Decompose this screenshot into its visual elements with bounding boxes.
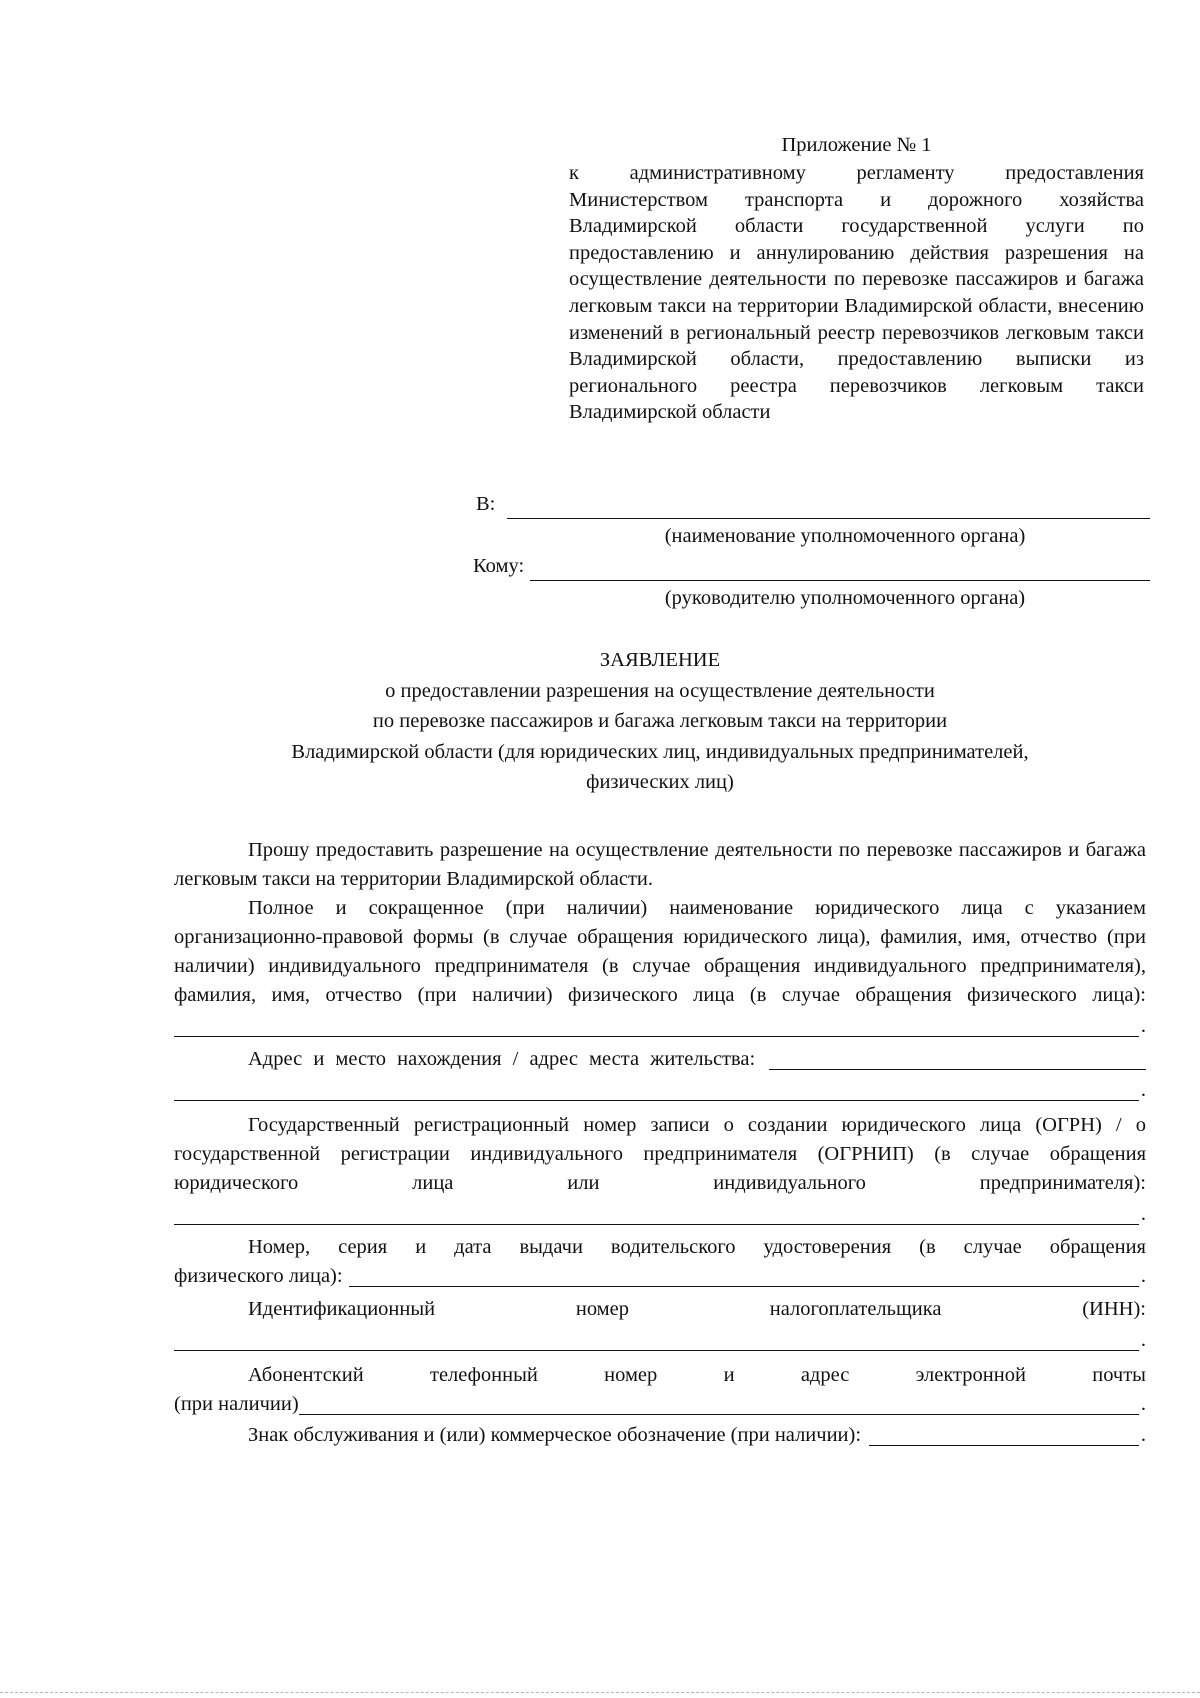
trademark-label: Знак обслуживания и (или) коммерческое обозначение (при наличии): xyxy=(248,1424,862,1446)
phone-word-4: и xyxy=(723,1364,735,1386)
license-field[interactable] xyxy=(174,1262,1146,1291)
inn-word-1: Идентификационный xyxy=(248,1298,436,1320)
name-period: . xyxy=(1140,1015,1146,1037)
ogrn-paragraph: Государственный регистрационный номер записи о создании юридического лица (ОГРН) / о государственной регистрации индивидуального предпринимателя (ОГРНИП) (в случае обращения юридического лица или индивидуального предпринимателя): xyxy=(174,1114,1146,1194)
phone-input-line[interactable] xyxy=(299,1392,1139,1415)
address-field-2[interactable] xyxy=(174,1074,1146,1105)
ogrn-field[interactable] xyxy=(174,1198,1146,1229)
address-input-line-1[interactable] xyxy=(769,1047,1146,1070)
phone-period: . xyxy=(1140,1393,1146,1415)
statement-heading: ЗАЯВЛЕНИЕ xyxy=(599,649,721,671)
statement-subtitle-3: Владимирской области (для юридических лиц, индивидуальных предпринимателей, xyxy=(291,740,1029,763)
name-paragraph: Полное и сокращенное (при наличии) наименование юридического лица с указанием организационно-правовой формы (в случае обращения юридического лица), фамилия, имя, отчество (при наличии) индивидуального предпринимателя (в случае обращения индивидуального предпринимателя), фамилия, имя, отчество (при наличии) физического лица (в случае обращения физического лица): xyxy=(174,897,1146,1006)
ogrn-period: . xyxy=(1140,1203,1146,1225)
license-input-line[interactable] xyxy=(349,1264,1139,1287)
whom-label: Кому: xyxy=(473,555,525,577)
phone-label-2: (при наличии) xyxy=(174,1393,299,1415)
to-label: В: xyxy=(476,493,496,515)
statement-body xyxy=(174,836,1146,1450)
address-input-line-2[interactable] xyxy=(174,1078,1139,1101)
request-paragraph: Прошу предоставить разрешение на осуществление деятельности по перевозке пассажиров и багажа легковым такси на территории Владимирской области. xyxy=(174,839,1146,890)
to-field[interactable] xyxy=(476,490,1150,519)
inn-period: . xyxy=(1140,1329,1146,1351)
license-label: физического лица): xyxy=(174,1265,343,1287)
appendix-header xyxy=(569,130,1144,426)
trademark-input-line[interactable] xyxy=(869,1423,1139,1446)
statement-subtitle-2: по перевозке пассажиров и багажа легковым такси на территории xyxy=(372,710,948,733)
inn-word-2: номер xyxy=(575,1298,629,1320)
license-period: . xyxy=(1140,1265,1146,1287)
statement-title xyxy=(170,645,1150,798)
address-label: Адрес и место нахождения / адрес места жительства: xyxy=(248,1048,756,1070)
phone-field[interactable] xyxy=(174,1390,1146,1419)
phone-label xyxy=(174,1361,1146,1390)
to-input-line[interactable] xyxy=(507,496,1150,519)
scan-edge-line xyxy=(0,1692,1200,1693)
ogrn-input-line[interactable] xyxy=(174,1202,1139,1225)
inn-label xyxy=(174,1295,1146,1324)
whom-input-line[interactable] xyxy=(530,558,1150,581)
phone-word-5: адрес xyxy=(800,1364,850,1386)
phone-word-6: электронной xyxy=(915,1364,1026,1386)
statement-subtitle-1: о предоставлении разрешения на осуществление деятельности xyxy=(385,679,935,702)
inn-field[interactable] xyxy=(174,1324,1146,1355)
phone-word-3: номер xyxy=(604,1364,658,1386)
address-period: . xyxy=(1140,1079,1146,1101)
inn-word-3: налогоплательщика xyxy=(769,1298,942,1320)
address-field[interactable] xyxy=(174,1041,1146,1074)
to-caption: (наименование уполномоченного органа) xyxy=(664,525,1026,547)
name-input-line[interactable] xyxy=(174,1014,1139,1037)
license-paragraph: Номер, серия и дата выдачи водительского удостоверения (в случае обращения xyxy=(248,1236,1146,1258)
statement-subtitle-4: физических лиц) xyxy=(586,771,734,794)
trademark-period: . xyxy=(1140,1424,1146,1446)
inn-word-4: (ИНН): xyxy=(1082,1298,1146,1320)
trademark-field[interactable] xyxy=(174,1419,1146,1450)
appendix-title: Приложение № 1 xyxy=(781,134,932,156)
phone-word-7: почты xyxy=(1092,1364,1146,1386)
name-field[interactable] xyxy=(174,1010,1146,1041)
appendix-text: к административному регламенту предоставления Министерством транспорта и дорожного хозяйства Владимирской области государственной услуги по предоставлению и аннулированию действия разрешения на осуществление деятельности по перевозке пассажиров и багажа легковым такси на территории Владимирской области, внесению изменений в региональный реестр перевозчиков легковым такси Владимирской области, предоставлению выписки из регионального реестра перевозчиков легковым такси Владимирской области xyxy=(569,162,1144,424)
phone-word-2: телефонный xyxy=(429,1364,538,1386)
whom-field[interactable] xyxy=(473,552,1150,581)
phone-word-1: Абонентский xyxy=(248,1364,364,1386)
whom-caption: (руководителю уполномоченного органа) xyxy=(664,587,1026,609)
inn-input-line[interactable] xyxy=(174,1328,1139,1351)
